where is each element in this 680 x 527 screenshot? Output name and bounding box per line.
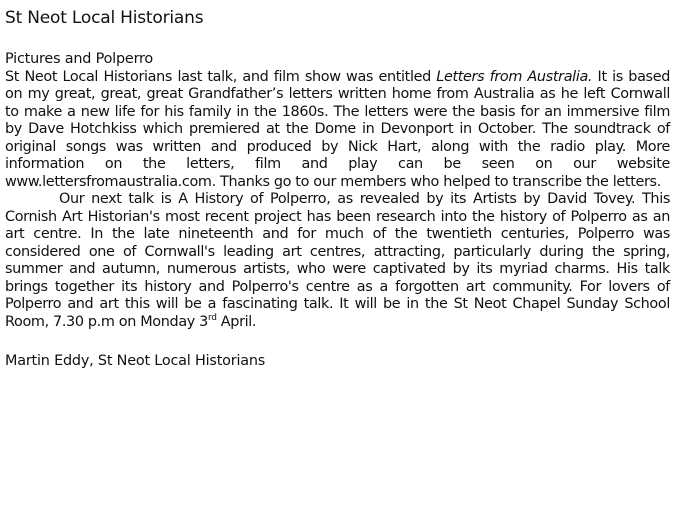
- para1-body: It is based on my great, great, great Grandfather’s letters written home from Australia as he left Cornwall to make a new life for his family in the 1860s. The letters were the basis for an immersive film by Dave Hotchkiss which premiered at the Dome in Devonport in October. The soundtrack of original songs was written and produced by Nick Hart, along with the radio play. More information on the letters, film and play can be seen on our website www.lettersfromaustralia.com. Thanks go to our members who helped to transcribe the letters.: [5, 68, 670, 190]
- para2-end: April.: [216, 313, 257, 330]
- signature: Martin Eddy, St Neot Local Historians: [5, 353, 266, 369]
- paragraph-letters-from-australia: [5, 69, 670, 192]
- newsletter-article: [5, 7, 670, 371]
- para2-body: Our next talk is A History of Polperro, as revealed by its Artists by David Tovey. This Cornish Art Historian's most recent project has been research into the history of Polperro as an art centre. In the late nineteenth and for much of the twentieth centuries, Polperro was considered one of Cornwall's leading art centres, attracting, particularly during the spring, summer and autumn, numerous artists, who were captivated by its myriad charms. His talk brings together its history and Polperro's centre as a forgotten art community. For lovers of Polperro and art this will be a fascinating talk. It will be in the St Neot Chapel Sunday School Room, 7.30 p.m on Monday 3: [5, 191, 670, 330]
- paragraph-next-talk: [5, 191, 670, 331]
- ordinal-suffix: rd: [208, 312, 217, 323]
- article-title: St Neot Local Historians: [5, 8, 204, 28]
- film-title: Letters from Australia.: [436, 68, 593, 85]
- section-heading: Pictures and Polperro: [5, 51, 154, 67]
- para1-intro: St Neot Local Historians last talk, and film show was entitled: [5, 68, 437, 85]
